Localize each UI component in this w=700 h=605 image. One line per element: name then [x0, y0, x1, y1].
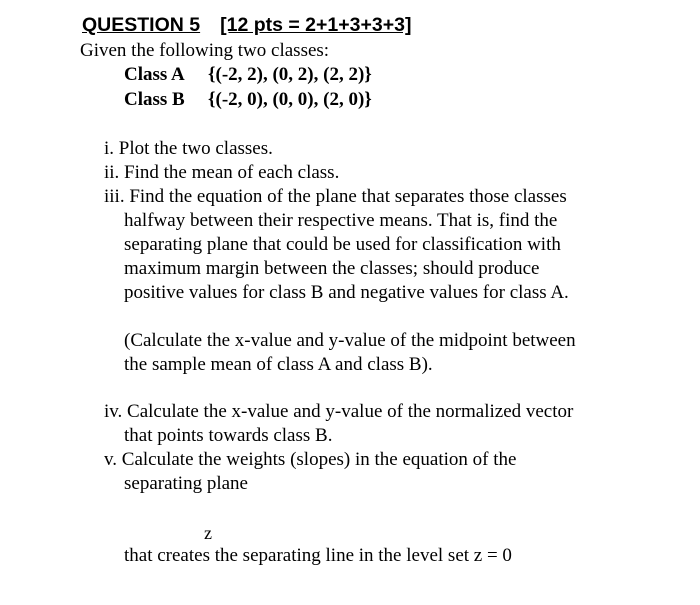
item-ii: ii. Find the mean of each class. [104, 162, 340, 183]
question-points: [12 pts = 2+1+3+3+3] [220, 14, 412, 36]
question-title: QUESTION 5 [82, 14, 201, 36]
class-b-row [124, 89, 372, 111]
item-v-line-1: v. Calculate the weights (slopes) in the equation of the [104, 449, 517, 470]
item-iii-note-line-2: the sample mean of class A and class B). [124, 354, 433, 375]
question-heading [82, 14, 411, 37]
item-iii-line-1: iii. Find the equation of the plane that separates those classes [104, 186, 567, 207]
intro-text: Given the following two classes: [80, 40, 330, 61]
item-iii-line-3: separating plane that could be used for classification with [124, 234, 561, 255]
item-iii-line-2: halfway between their respective means. That is, find the [124, 210, 558, 231]
class-a-points: {(-2, 2), (0, 2), (2, 2)} [208, 64, 372, 85]
class-b-points: {(-2, 0), (0, 0), (2, 0)} [208, 89, 372, 110]
class-a-label: Class A [124, 64, 185, 85]
item-v-line-2: separating plane [124, 473, 248, 494]
class-a-row [124, 64, 372, 86]
z-variable: z [204, 523, 212, 543]
item-iii-note-line-1: (Calculate the x-value and y-value of the midpoint between [124, 330, 576, 351]
closing-line: that creates the separating line in the level set z = 0 [124, 545, 512, 566]
item-iii-line-5: positive values for class B and negative values for class A. [124, 282, 569, 303]
item-i: i. Plot the two classes. [104, 138, 273, 159]
item-iv-line-2: that points towards class B. [124, 425, 333, 446]
class-b-label: Class B [124, 89, 185, 110]
item-iv-line-1: iv. Calculate the x-value and y-value of the normalized vector [104, 401, 574, 422]
item-iii-line-4: maximum margin between the classes; should produce [124, 258, 540, 279]
